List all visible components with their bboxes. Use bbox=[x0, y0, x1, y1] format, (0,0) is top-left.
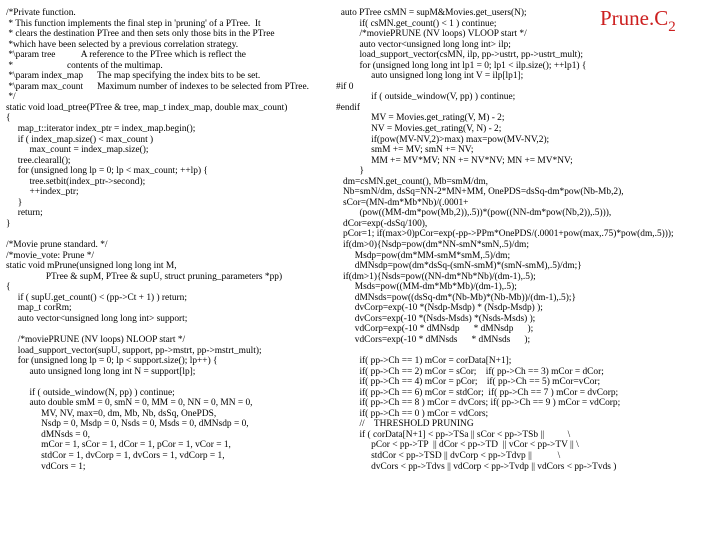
left-code-line: *\param tree A reference to the PTree which is reflect the bbox=[6, 50, 246, 61]
left-code-line: *\param index_map The map specifying the index bits to be set. bbox=[6, 71, 261, 82]
right-code-line: dMNsds=pow((dsSq-dm*(Nb-Mb)*(Nb-Mb))/(dm-1),.5);} bbox=[336, 292, 576, 303]
right-code-line: stdCor < pp->TSD || dvCorp < pp->Tdvp || \ bbox=[336, 450, 561, 461]
left-code-line: if ( outside_window(N, pp) ) continue; bbox=[6, 387, 175, 398]
left-code-line: *\param max_count Maximum number of indexes to be selected from PTree. bbox=[6, 81, 309, 92]
right-code-line: if(dm>1){Nsds=pow((NN-dm*Nb*Nb)/(dm-1),.5); bbox=[336, 271, 536, 282]
title-subscript: 2 bbox=[668, 19, 676, 35]
left-code-line: tree.setbit(index_ptr->second); bbox=[6, 176, 146, 187]
left-code-block bbox=[6, 8, 358, 472]
right-code-line: auto PTree csMN = supM&Movies.get_users(N); bbox=[336, 8, 527, 18]
right-code-line: dm=csMN.get_count(), Mb=smM/dm, bbox=[336, 176, 488, 187]
left-code-line: for (unsigned long lp = 0; lp < max_count; ++lp) { bbox=[6, 166, 208, 177]
right-code-line: if( csMN.get_count() < 1 ) continue; bbox=[336, 18, 497, 29]
right-code-line: sCor=(MN-dm*Mb*Nb)/(.0001+ bbox=[336, 197, 469, 208]
left-code-line: vdCors = 1; bbox=[6, 461, 86, 472]
left-code-line: return; bbox=[6, 208, 43, 219]
right-code-line: #if 0 bbox=[336, 81, 354, 92]
right-code-line: if( pp->Ch == 1) mCor = corData[N+1]; bbox=[336, 356, 512, 367]
right-code-line: dvCors=exp(-10 *(Nsds-Msds) *(Nsds-Msds) ); bbox=[336, 313, 536, 324]
right-code-line: if ( outside_window(V, pp) ) continue; bbox=[336, 92, 516, 103]
left-code-line: *which have been selected by a previous correlation strategy. bbox=[6, 39, 239, 50]
right-code-line: Msdp=pow(dm*MM-smM*smM,.5)/dm; bbox=[336, 250, 511, 261]
left-code-line: PTree & supM, PTree & supU, struct pruning_parameters *pp) bbox=[6, 271, 283, 282]
title-text: Prune.C bbox=[600, 6, 669, 30]
right-code-block bbox=[336, 8, 718, 472]
left-code-line: load_support_vector(supU, support, pp->mstrt, pp->mstrt_mult); bbox=[6, 345, 262, 356]
left-code-line: static void load_ptree(PTree & tree, map_t index_map, double max_count) bbox=[6, 102, 288, 113]
left-code-line: max_count = index_map.size(); bbox=[6, 145, 149, 156]
left-code-line: { bbox=[6, 113, 11, 124]
right-code-line: MV = Movies.get_rating(V, M) - 2; bbox=[336, 113, 505, 124]
right-code-line: if( pp->Ch == 8 ) mCor = dvCors; if( pp->Ch == 9 ) mCor = vdCorp; bbox=[336, 398, 621, 409]
left-code-line: dMNsds = 0, bbox=[6, 429, 90, 440]
right-code-line: if( pp->Ch == 6) mCor = stdCor; if( pp->Ch == 7 ) mCor = dvCorp; bbox=[336, 387, 619, 398]
right-code-line: #endif bbox=[336, 102, 360, 113]
right-code-line: } bbox=[336, 166, 364, 177]
left-code-line: static void mPrune(unsigned long long int M, bbox=[6, 261, 177, 272]
left-code-line: ++index_ptr; bbox=[6, 187, 79, 198]
right-code-line bbox=[336, 346, 718, 357]
right-code-line: pCor < pp->TP || dCor < pp->TD || vCor < pp->TV || \ bbox=[336, 440, 579, 451]
left-code-line: * contents of the multimap. bbox=[6, 60, 163, 71]
right-code-line: // THRESHOLD PRUNING bbox=[336, 419, 474, 430]
right-code-line: if( pp->Ch == 2) mCor = sCor; if( pp->Ch == 3) mCor = dCor; bbox=[336, 366, 604, 377]
right-code-line: /*moviePRUNE (NV loops) VLOOP start */ bbox=[336, 29, 527, 40]
left-code-line: /*Movie prune standard. */ bbox=[6, 240, 108, 251]
right-code-line: MM += MV*MV; NN += NV*NV; MN += MV*NV; bbox=[336, 155, 573, 166]
right-code-line: dvCors < pp->Tdvs || vdCorp < pp->Tvdp || vdCors < pp->Tvds ) bbox=[336, 461, 617, 472]
left-code-line: } bbox=[6, 197, 23, 208]
left-code-line bbox=[6, 324, 358, 335]
left-code-line: Nsdp = 0, Msdp = 0, Nsds = 0, Msds = 0, dMNsdp = 0, bbox=[6, 419, 249, 430]
left-code-line: if ( index_map.size() < max_count ) bbox=[6, 134, 154, 145]
right-code-line: smM += MV; smN += NV; bbox=[336, 145, 474, 156]
left-code-line: } bbox=[6, 218, 11, 229]
left-code-line: for (unsigned long lp = 0; lp < support.size(); lp++) { bbox=[6, 356, 218, 367]
right-code-line: if(pow(MV-NV,2)>max) max=pow(MV-NV,2); bbox=[336, 134, 550, 145]
right-code-line: Nb=smN/dm, dsSq=NN-2*MN+MM, OnePDS=dsSq-dm*pow(Nb-Mb,2), bbox=[336, 187, 624, 198]
left-code-line: auto unsigned long long int N = support[lp]; bbox=[6, 366, 196, 377]
right-code-line: (pow((MM-dm*pow(Mb,2)),.5))*(pow((NN-dm*pow(Nb,2)),.5))), bbox=[336, 208, 612, 219]
right-code-line: vdCorp=exp(-10 * dMNsdp * dMNsdp ); bbox=[336, 324, 534, 335]
right-code-line: Msds=pow((MM-dm*Mb*Mb)/(dm-1),.5); bbox=[336, 282, 517, 293]
right-code-line: auto unsigned long long int V = ilp[lp1]; bbox=[336, 71, 524, 82]
right-code-line: NV = Movies.get_rating(V, N) - 2; bbox=[336, 124, 502, 135]
left-code-line: if ( supU.get_count() < (pp->Ct + 1) ) return; bbox=[6, 292, 187, 303]
right-code-line: dvCorp=exp(-10 *(Nsdp-Msdp) * (Nsdp-Msdp) ); bbox=[336, 303, 543, 314]
left-code-line: map_t corRm; bbox=[6, 303, 72, 314]
right-code-line: if ( corData[N+1] < pp->TSa || sCor < pp->TSb || \ bbox=[336, 429, 571, 440]
left-code-line: stdCor = 1, dvCorp = 1, dvCors = 1, vdCorp = 1, bbox=[6, 450, 225, 461]
right-code-line: if(dm>0){Nsdp=pow(dm*NN-smN*smN,.5)/dm; bbox=[336, 240, 529, 251]
left-code-line: /*movie_vote: Prune */ bbox=[6, 250, 95, 261]
left-code-line: * This function implements the final step in 'pruning' of a PTree. It bbox=[6, 18, 261, 29]
left-code-line: MV, NV, max=0, dm, Mb, Nb, dsSq, OnePDS, bbox=[6, 408, 217, 419]
left-code-line: map_t::iterator index_ptr = index_map.begin(); bbox=[6, 124, 196, 135]
left-code-line: /*Private function. bbox=[6, 8, 76, 18]
left-code-line: /*moviePRUNE (NV loops) NLOOP start */ bbox=[6, 334, 186, 345]
left-code-line: auto vector<unsigned long long int> support; bbox=[6, 313, 188, 324]
right-code-line: load_support_vector(csMN, ilp, pp->ustrt, pp->ustrt_mult); bbox=[336, 50, 584, 61]
right-code-line: if( pp->Ch == 0 ) mCor = vdCors; bbox=[336, 408, 489, 419]
right-code-line: dCor=exp(-dsSq/100), bbox=[336, 218, 428, 229]
left-code-line bbox=[6, 229, 358, 240]
right-code-line: for (unsigned long long int lp1 = 0; lp1 < ilp.size(); ++lp1) { bbox=[336, 60, 587, 71]
right-code-line: if( pp->Ch == 4) mCor = pCor; if( pp->Ch == 5) mCor=vCor; bbox=[336, 377, 601, 388]
right-code-line: pCor=1; if(max>0)pCor=exp(-pp->PPm*OnePDS/(.0001+pow(max,.75)*pow(dm,.5))); bbox=[336, 229, 674, 240]
right-code-line: dMNsdp=pow(dm*dsSq-(smN-smM)*(smN-smM),.5)/dm;} bbox=[336, 261, 582, 272]
left-code-line: auto double smM = 0, smN = 0, MM = 0, NN = 0, MN = 0, bbox=[6, 398, 253, 409]
right-code-line: auto vector<unsigned long long int> ilp; bbox=[336, 39, 511, 50]
left-code-line: tree.clearall(); bbox=[6, 155, 71, 166]
right-code-line: vdCors=exp(-10 * dMNsds * dMNsds ); bbox=[336, 334, 531, 345]
left-code-line: */ bbox=[6, 92, 16, 103]
left-code-line: * clears the destination PTree and then sets only those bits in the PTree bbox=[6, 29, 275, 40]
left-code-line: mCor = 1, sCor = 1, dCor = 1, pCor = 1, vCor = 1, bbox=[6, 440, 231, 451]
left-code-line: { bbox=[6, 282, 11, 293]
left-code-line bbox=[6, 377, 358, 388]
